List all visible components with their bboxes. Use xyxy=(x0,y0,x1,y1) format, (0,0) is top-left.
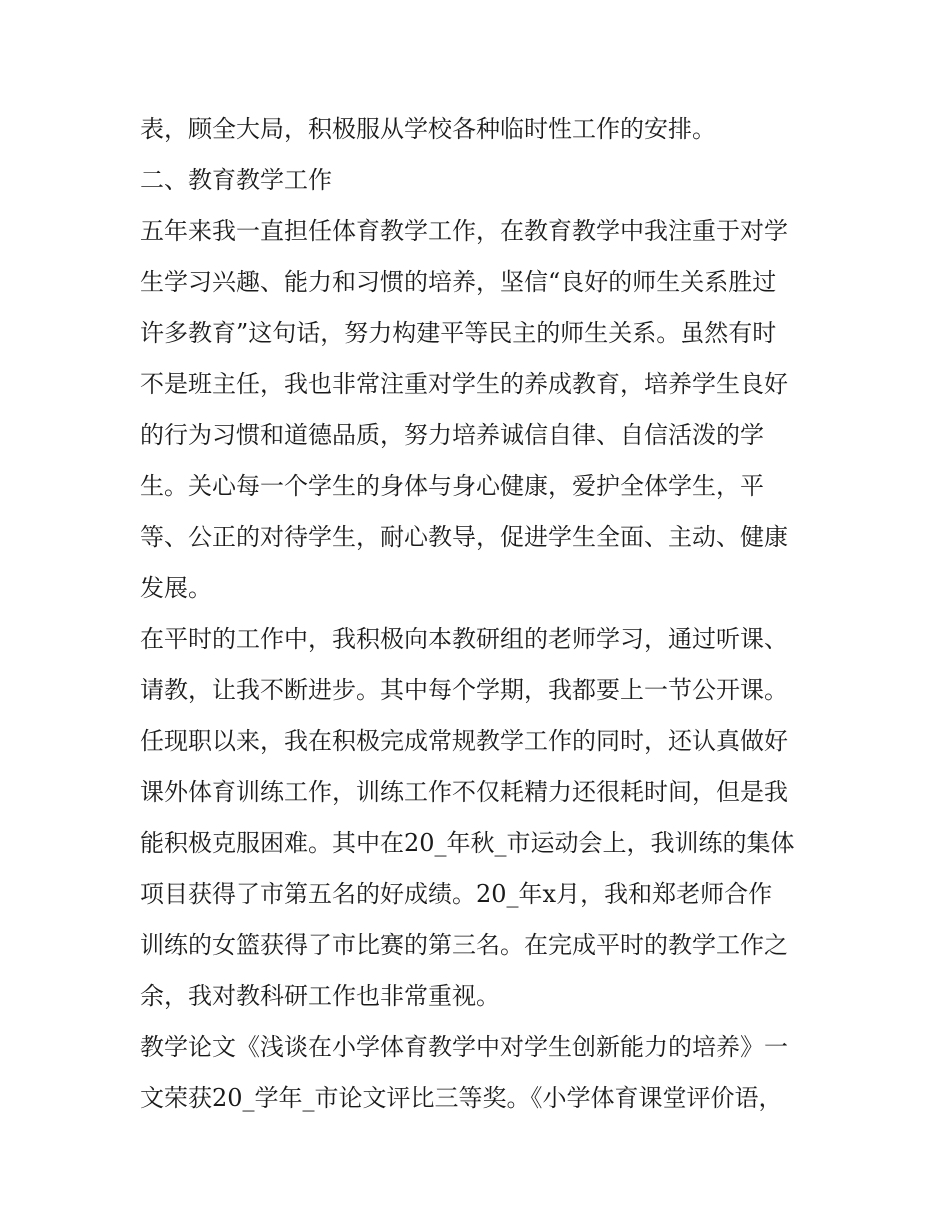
text-line: 余，我对教科研工作也非常重视。 xyxy=(140,982,500,1010)
text-line: 的行为习惯和道德品质，努力培养诚信自律、自信活泼的学 xyxy=(140,421,764,449)
text-line: 生。关心每一个学生的身体与身心健康，爱护全体学生，平 xyxy=(140,472,764,500)
text-line: 训练的女篮获得了市比赛的第三名。在完成平时的教学工作之 xyxy=(140,931,788,959)
text-line: 表，顾全大局，积极服从学校各种临时性工作的安排。 xyxy=(140,115,716,143)
text-line: 在平时的工作中，我积极向本教研组的老师学习，通过听课、 xyxy=(140,625,788,653)
document-body xyxy=(140,104,840,1124)
text-line: 发展。 xyxy=(140,574,212,602)
text-line: 任现职以来，我在积极完成常规教学工作的同时，还认真做好 xyxy=(140,727,788,755)
text-line: 等、公正的对待学生，耐心教导，促进学生全面、主动、健康 xyxy=(140,523,788,551)
text-line: 教学论文《浅谈在小学体育教学中对学生创新能力的培养》一 xyxy=(140,1033,788,1061)
text-line: 课外体育训练工作，训练工作不仅耗精力还很耗时间，但是我 xyxy=(140,778,788,806)
text-line: 生学习兴趣、能力和习惯的培养，坚信“良好的师生关系胜过 xyxy=(140,268,777,296)
text-line: 不是班主任，我也非常注重对学生的养成教育，培养学生良好 xyxy=(140,370,788,398)
text-line: 许多教育”这句话，努力构建平等民主的师生关系。虽然有时 xyxy=(140,319,777,347)
text-line: 五年来我一直担任体育教学工作，在教育教学中我注重于对学 xyxy=(140,217,788,245)
text-line: 请教，让我不断进步。其中每个学期，我都要上一节公开课。 xyxy=(140,676,788,704)
text-line: 文荣获20_学年_市论文评比三等奖。《小学体育课堂评价语， xyxy=(140,1084,783,1112)
text-line: 能积极克服困难。其中在20_年秋_市运动会上，我训练的集体 xyxy=(140,829,795,857)
text-line: 项目获得了市第五名的好成绩。20_年x月，我和郑老师合作 xyxy=(140,880,773,908)
section-heading: 二、教育教学工作 xyxy=(140,166,332,194)
